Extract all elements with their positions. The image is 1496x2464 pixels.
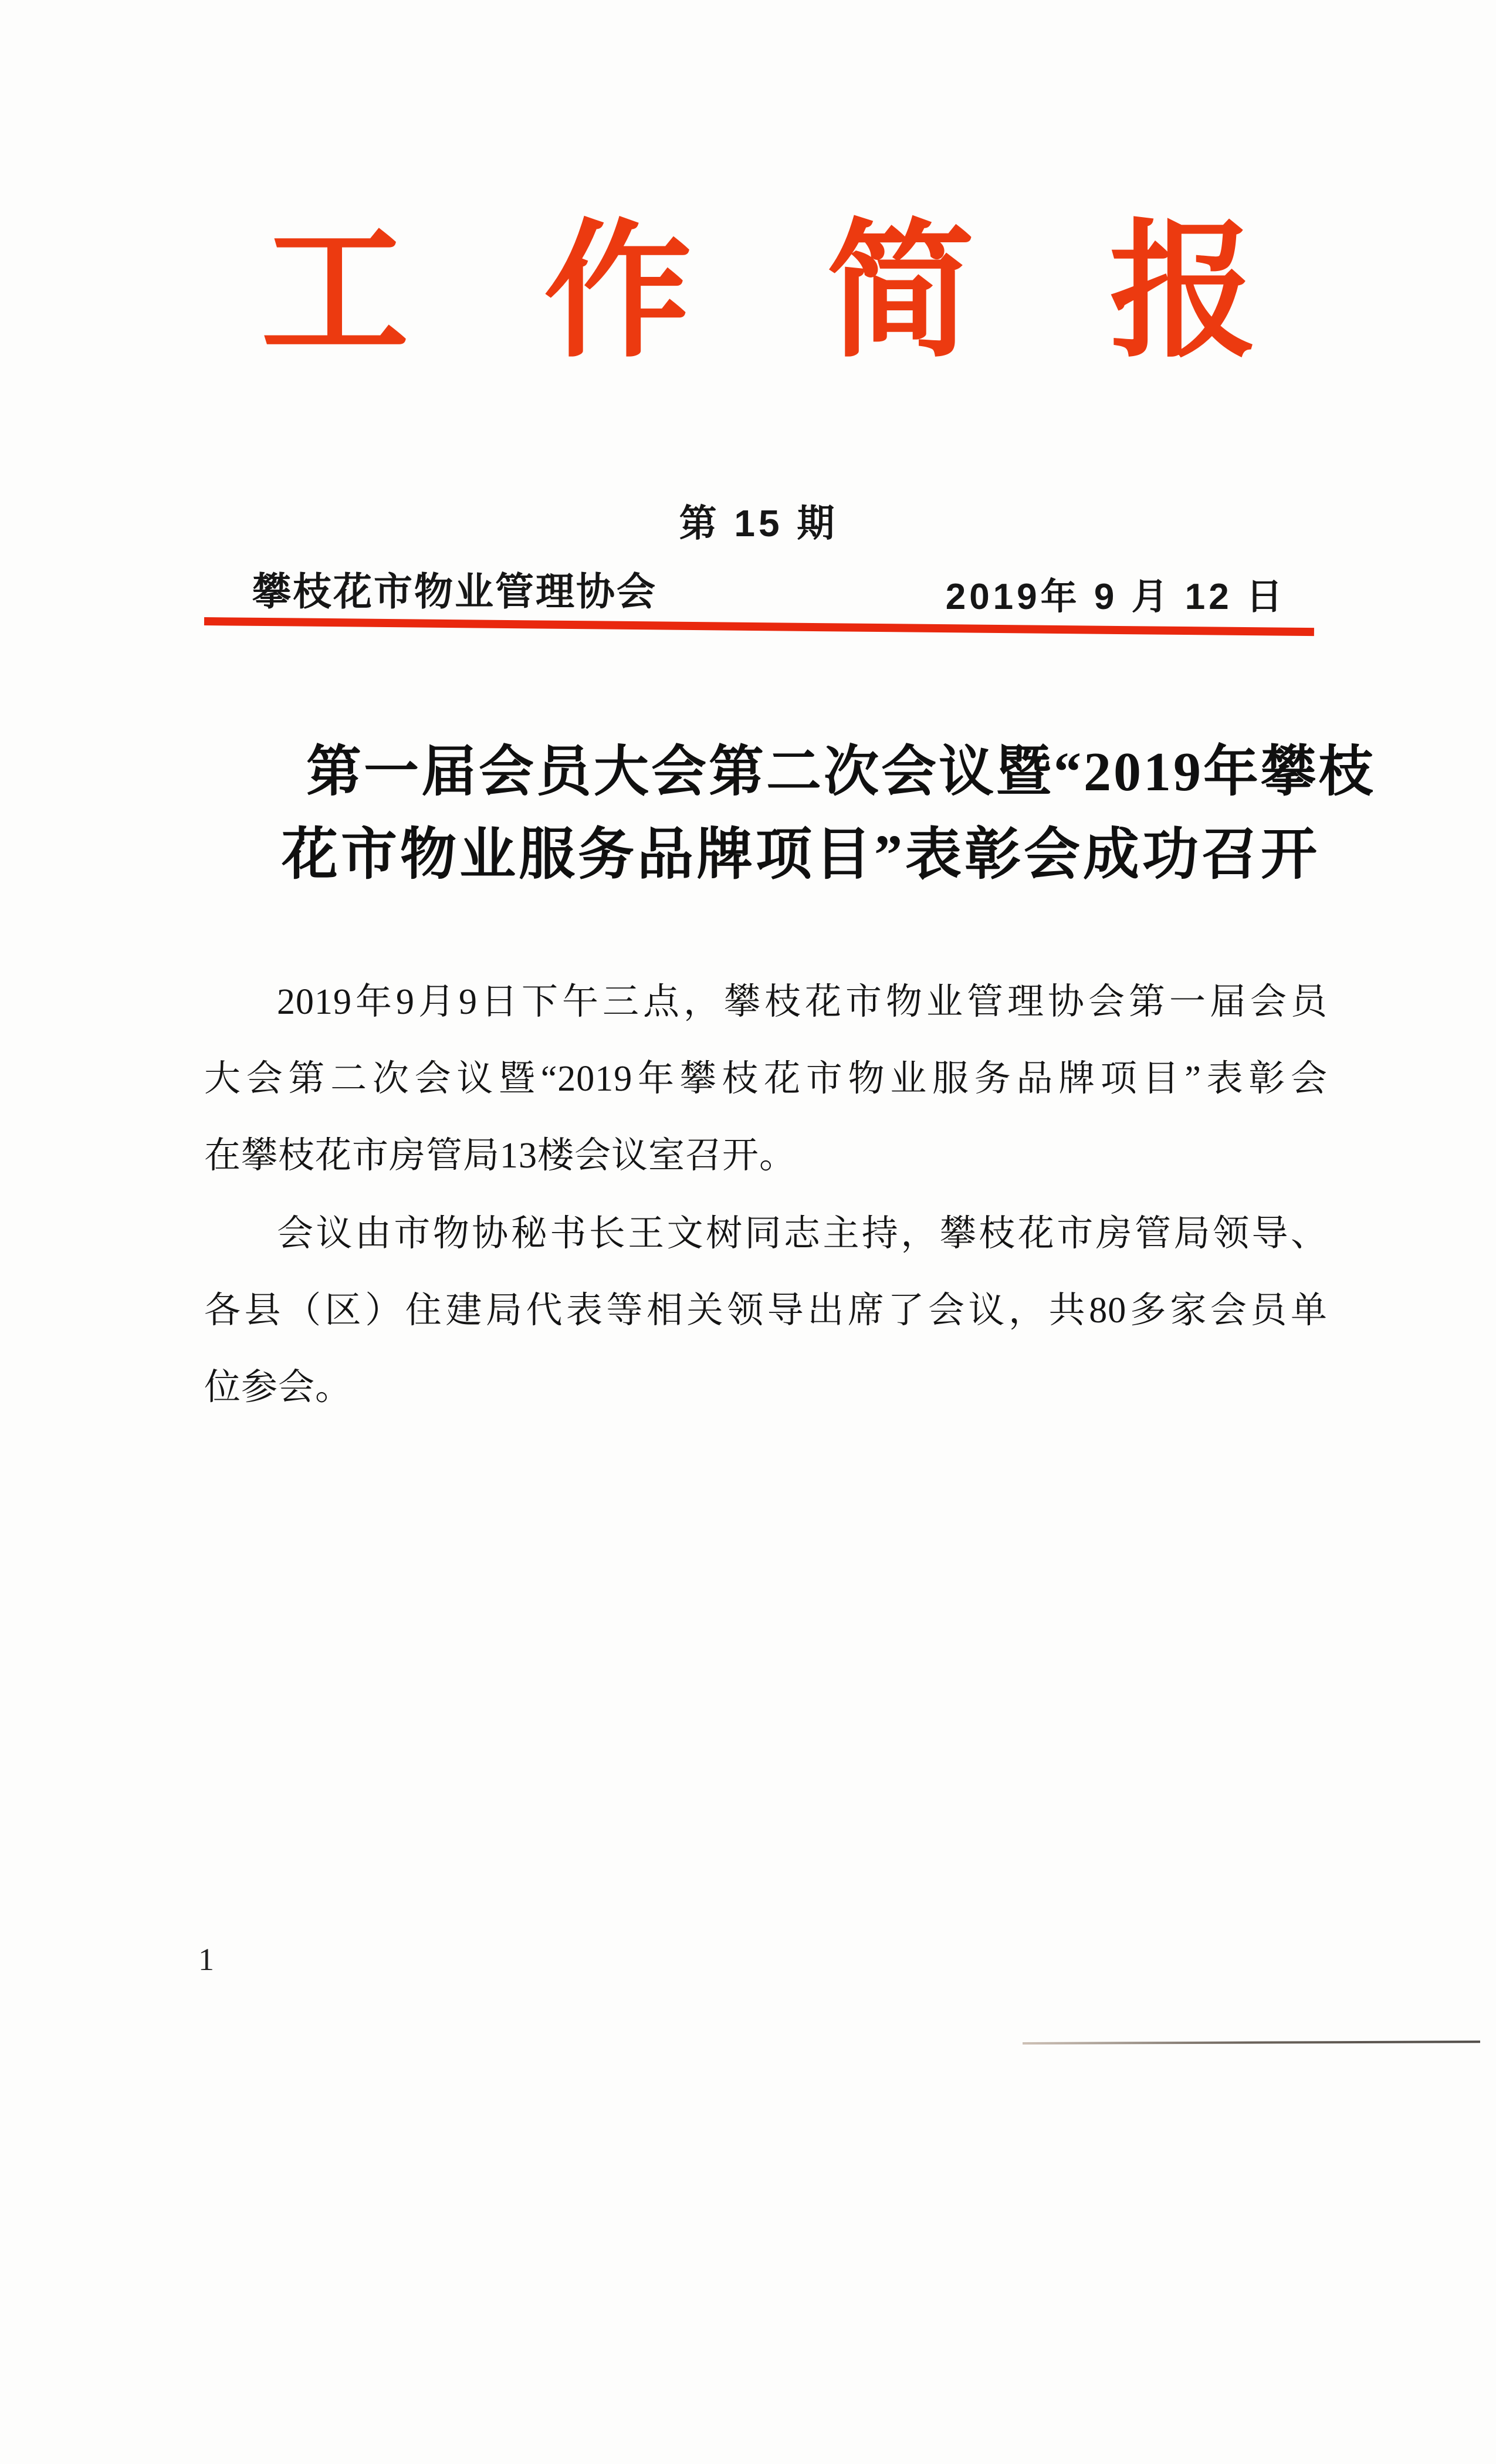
article-headline-line1: 第一届会员大会第二次会议暨“2019年攀枝 <box>306 742 1376 803</box>
paragraph-2-line-1: 会议由市物协秘书长王文树同志主持，攀枝花市房管局领导、 <box>277 1214 1328 1254</box>
masthead-title: 工作简报 <box>260 211 1392 375</box>
paragraph-1 <box>204 964 1328 1194</box>
red-divider-rule <box>204 617 1314 636</box>
organization-name: 攀枝花市物业管理协会 <box>252 570 657 613</box>
paragraph-2-line-2: 各县（区）住建局代表等相关领导出席了会议，共80多家会员单 <box>204 1291 1328 1331</box>
paragraph-1-line-1: 2019年9月9日下午三点，攀枝花市物业管理协会第一届会员 <box>277 982 1328 1022</box>
paragraph-2-line-3: 位参会。 <box>204 1368 353 1407</box>
paragraph-1-line-3: 在攀枝花市房管局13楼会议室召开。 <box>204 1136 797 1176</box>
paragraph-1-line-2: 大会第二次会议暨“2019年攀枝花市物业服务品牌项目”表彰会 <box>204 1059 1328 1099</box>
paragraph-2 <box>204 1196 1328 1426</box>
page-number: 1 <box>198 1942 214 1977</box>
issue-date: 2019年 9 月 12 日 <box>945 577 1286 617</box>
article-headline-line2: 花市物业服务品牌项目”表彰会成功召开 <box>282 823 1320 886</box>
scan-artifact-line <box>1023 2040 1480 2045</box>
issue-number: 第 15 期 <box>679 502 838 544</box>
